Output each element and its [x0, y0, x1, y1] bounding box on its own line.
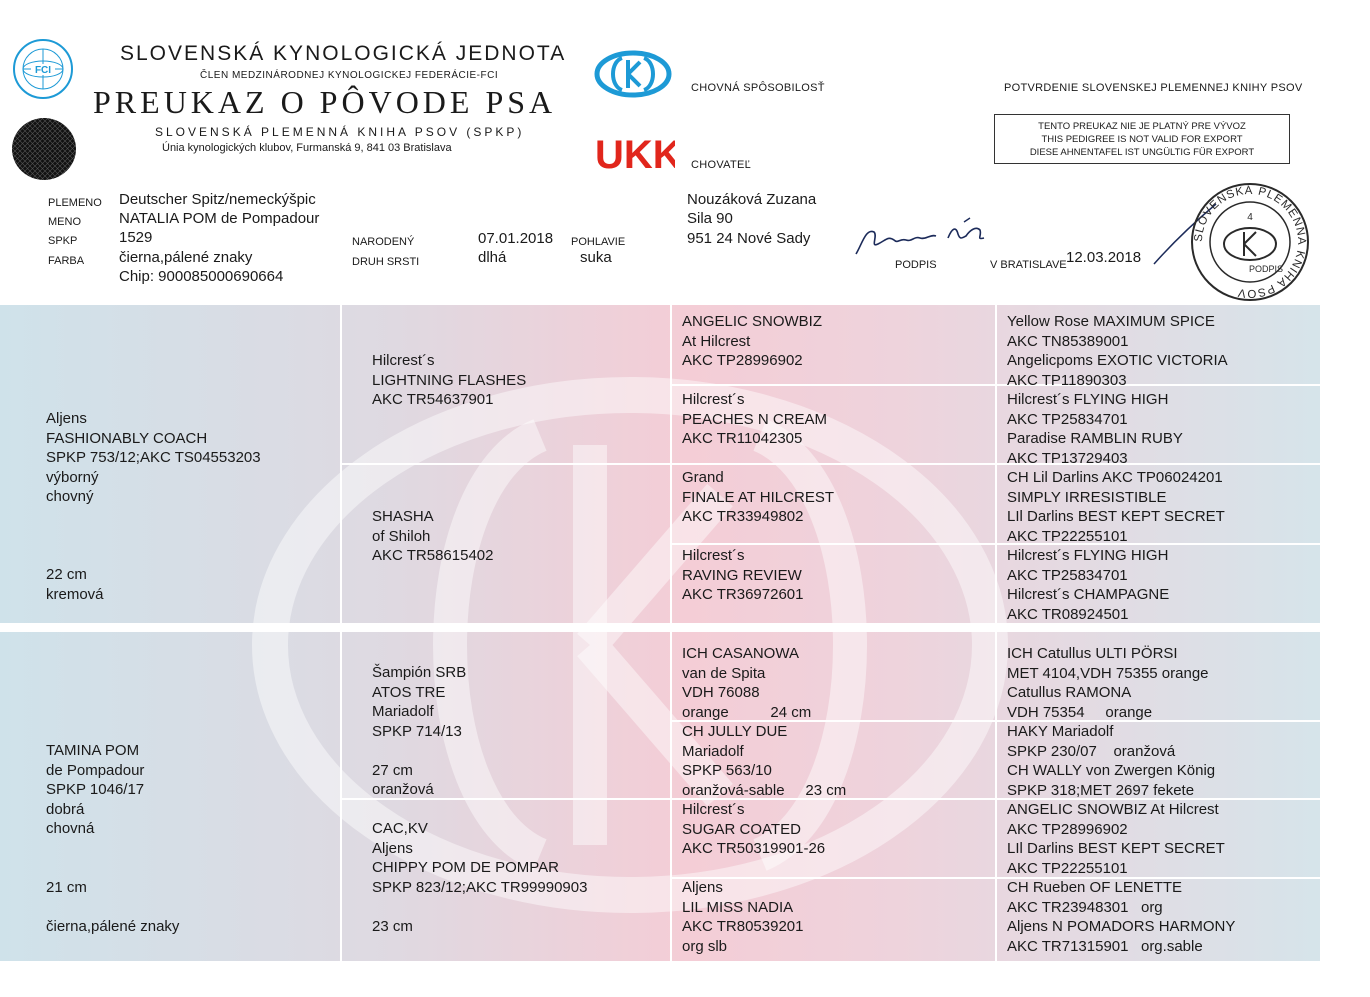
- sire-dam-dam-entry: Hilcrest´s RAVING REVIEW AKC TR36972601: [682, 547, 804, 603]
- g4-ancestor-13: ANGELIC SNOWBIZ At Hilcrest AKC TP28996902: [1007, 801, 1219, 838]
- sire-sire-entry: Hilcrest´s LIGHTNING FLASHES AKC TR54637901: [372, 352, 527, 408]
- dam-sire-sire-entry: ICH CASANOWA van de Spita VDH 76088 orange 24 cm: [682, 645, 812, 721]
- g4-ancestor-4: Paradise RAMBLIN RUBY AKC TP13729403: [1007, 430, 1183, 467]
- chip-value: Chip: 900085000690664: [119, 268, 284, 285]
- sire-sire-sire-entry: ANGELIC SNOWBIZ At Hilcrest AKC TP28996902: [682, 313, 823, 369]
- embossed-seal: [10, 116, 78, 182]
- pedigree-table: [0, 305, 1370, 961]
- skj-watermark: [240, 345, 1020, 945]
- document-title: PREUKAZ O PÔVODE PSA: [93, 84, 557, 120]
- sire-dam-sire-entry: Grand FINALE AT HILCREST AKC TR33949802: [682, 469, 834, 525]
- svg-text:4: 4: [1247, 212, 1253, 223]
- export-notice-box: [994, 114, 1290, 164]
- sex-label: POHLAVIE: [571, 236, 626, 248]
- union-address: Únia kynologických klubov, Furmanská 9, 841 03 Bratislava: [162, 142, 452, 154]
- g4-ancestor-10: Catullus RAMONA VDH 75354 orange: [1007, 684, 1153, 721]
- breeder-street: Sila 90: [687, 210, 733, 227]
- g4-ancestor-6: LIl Darlins BEST KEPT SECRET AKC TP22255101: [1007, 508, 1225, 545]
- g4-ancestor-5: CH Lil Darlins AKC TP06024201 SIMPLY IRRESISTIBLE: [1007, 469, 1223, 506]
- g4-ancestor-7: Hilcrest´s FLYING HIGH AKC TP25834701: [1007, 547, 1169, 584]
- born-label: NARODENÝ: [352, 236, 415, 248]
- sex-value: suka: [580, 249, 612, 266]
- sire-entry: Aljens FASHIONABLY COACH SPKP 753/12;AKC TS04553203 výborný chovný 22 cm kremová: [46, 410, 261, 603]
- g4-ancestor-15: CH Rueben OF LENETTE AKC TR23948301 org: [1007, 879, 1183, 916]
- stud-book-confirmation-label: POTVRDENIE SLOVENSKEJ PLEMENNEJ KNIHY PSOV: [1004, 82, 1303, 94]
- column-divider: [670, 305, 672, 961]
- stud-book-stamp: [1188, 180, 1312, 304]
- column-divider: [340, 305, 342, 961]
- svg-text:FCI: FCI: [34, 65, 52, 76]
- organization-subtitle: ČLEN MEDZINÁRODNEJ KYNOLOGICKEJ FEDERÁCIE-FCI: [200, 70, 499, 81]
- g4-ancestor-16: Aljens N POMADORS HARMONY AKC TR71315901 org.sable: [1007, 918, 1236, 955]
- color-value: čierna,pálené znaky: [119, 249, 253, 266]
- g4-ancestor-1: Yellow Rose MAXIMUM SPICE AKC TN85389001: [1007, 313, 1215, 350]
- coat-value: dlhá: [478, 249, 507, 266]
- coat-label: DRUH SRSTI: [352, 256, 420, 268]
- g4-ancestor-8: Hilcrest´s CHAMPAGNE AKC TR08924501: [1007, 586, 1170, 623]
- column-divider: [995, 305, 997, 961]
- svg-text:UKK: UKK: [595, 134, 675, 174]
- breed-value: Deutscher Spitz/nemeckýšpic: [119, 191, 316, 208]
- breed-label: PLEMENO: [48, 197, 102, 209]
- skj-logo: [594, 50, 672, 98]
- color-label: FARBA: [48, 255, 85, 267]
- dam-dam-dam-entry: Aljens LIL MISS NADIA AKC TR80539201 org slb: [682, 879, 804, 955]
- ukk-logo: [595, 134, 675, 174]
- signature-label: PODPIS: [895, 259, 937, 271]
- breeder-name: Nouzáková Zuzana: [687, 191, 817, 208]
- dam-sire-dam-entry: CH JULLY DUE Mariadolf SPKP 563/10 oranžová-sable 23 cm: [682, 723, 847, 799]
- sire-dam-entry: SHASHA of Shiloh AKC TR58615402: [372, 508, 494, 564]
- organization-title: SLOVENSKÁ KYNOLOGICKÁ JEDNOTA: [120, 42, 567, 65]
- dam-dam-sire-entry: Hilcrest´s SUGAR COATED AKC TR50319901-26: [682, 801, 826, 857]
- spkp-label: SPKP: [48, 235, 78, 247]
- breeding-fitness-label: CHOVNÁ SPÔSOBILOSŤ: [691, 82, 825, 94]
- sire-sire-dam-entry: Hilcrest´s PEACHES N CREAM AKC TR11042305: [682, 391, 828, 447]
- g4-ancestor-11: HAKY Mariadolf SPKP 230/07 oranžová: [1007, 723, 1176, 760]
- svg-text:PODPIS: PODPIS: [1248, 264, 1284, 274]
- born-value: 07.01.2018: [478, 230, 554, 247]
- g4-ancestor-3: Hilcrest´s FLYING HIGH AKC TP25834701: [1007, 391, 1169, 428]
- breeder-city: 951 24 Nové Sady: [687, 230, 811, 247]
- g4-ancestor-2: Angelicpoms EXOTIC VICTORIA AKC TP11890303: [1007, 352, 1228, 389]
- dam-sire-entry: Šampión SRB ATOS TRE Mariadolf SPKP 714/13 27 cm oranžová: [372, 664, 467, 798]
- g4-ancestor-14: LIl Darlins BEST KEPT SECRET AKC TP22255101: [1007, 840, 1225, 877]
- name-label: MENO: [48, 216, 81, 228]
- spkp-value: 1529: [119, 229, 153, 246]
- fci-logo: [12, 38, 74, 100]
- dam-dam-entry: CAC,KV Aljens CHIPPY POM DE POMPAR SPKP 823/12;AKC TR99990903 23 cm: [372, 820, 588, 935]
- g4-ancestor-9: ICH Catullus ULTI PÖRSI MET 4104,VDH 75355 orange: [1007, 645, 1209, 682]
- confirmation-date: 12.03.2018: [1066, 249, 1142, 266]
- registrar-signature: [852, 214, 1012, 260]
- svg-text:SLOVENSKÁ PLEMENNÁ KNIHA PSOV: SLOVENSKÁ PLEMENNÁ KNIHA PSOV: [1192, 184, 1308, 300]
- dam-entry: TAMINA POM de Pompadour SPKP 1046/17 dobrá chovná 21 cm čierna,pálené znaky: [46, 742, 180, 935]
- export-notice-sk: TENTO PREUKAZ NIE JE PLATNÝ PRE VÝVOZ: [1038, 121, 1246, 132]
- breeder-label: CHOVATEĽ: [691, 159, 752, 171]
- place-label: V BRATISLAVE: [990, 259, 1067, 271]
- dog-name-value: NATALIA POM de Pompadour: [119, 210, 320, 227]
- g4-ancestor-12: CH WALLY von Zwergen König SPKP 318;MET 2697 fekete: [1007, 762, 1216, 799]
- export-notice-de: DIESE AHNENTAFEL IST UNGÜLTIG FÜR EXPORT: [1029, 147, 1255, 158]
- stud-book-title: SLOVENSKÁ PLEMENNÁ KNIHA PSOV (SPKP): [155, 125, 525, 139]
- export-notice-en: THIS PEDIGREE IS NOT VALID FOR EXPORT: [1041, 134, 1243, 145]
